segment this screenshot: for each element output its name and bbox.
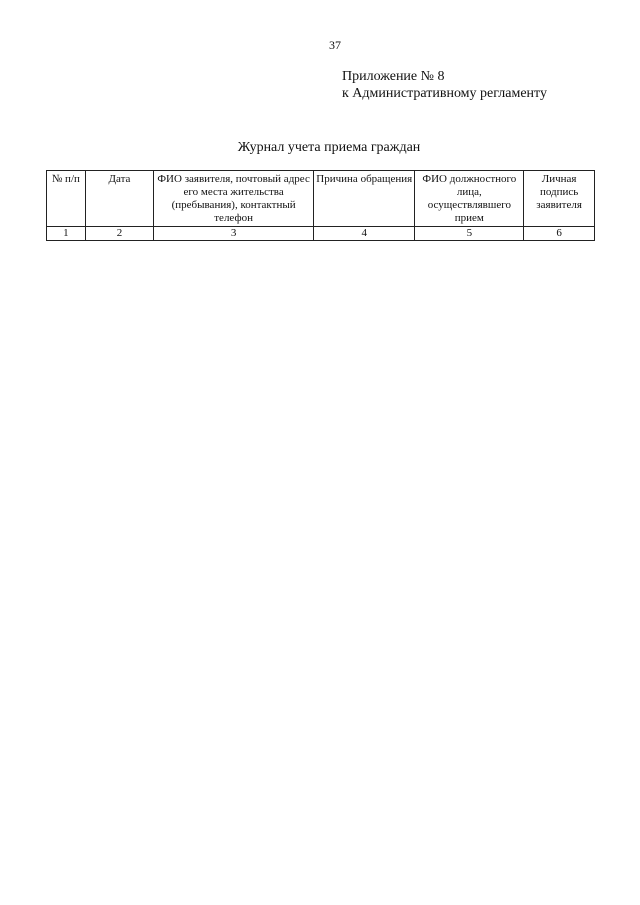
column-number-cell: 3	[154, 227, 314, 241]
table-header-row	[47, 171, 595, 227]
appendix-regulation: к Административному регламенту	[342, 86, 547, 101]
journal-title: Журнал учета приема граждан	[237, 140, 421, 155]
header-date: Дата	[85, 171, 153, 227]
table-row	[47, 227, 595, 241]
journal-table	[46, 170, 595, 241]
column-number-cell: 1	[47, 227, 86, 241]
header-reason: Причина обращения	[314, 171, 415, 227]
header-applicant: ФИО заявителя, почтовый адрес его места жительства (пребывания), контактный телефон	[154, 171, 314, 227]
column-number-cell: 6	[524, 227, 595, 241]
page-number: 37	[329, 38, 341, 52]
appendix-reference	[342, 68, 547, 102]
header-number: № п/п	[47, 171, 86, 227]
column-number-cell: 5	[415, 227, 524, 241]
column-number-cell: 2	[85, 227, 153, 241]
header-official: ФИО должностного лица, осуществлявшего прием	[415, 171, 524, 227]
appendix-title: Приложение № 8	[342, 69, 445, 84]
column-number-cell: 4	[314, 227, 415, 241]
header-signature: Личная подпись заявителя	[524, 171, 595, 227]
